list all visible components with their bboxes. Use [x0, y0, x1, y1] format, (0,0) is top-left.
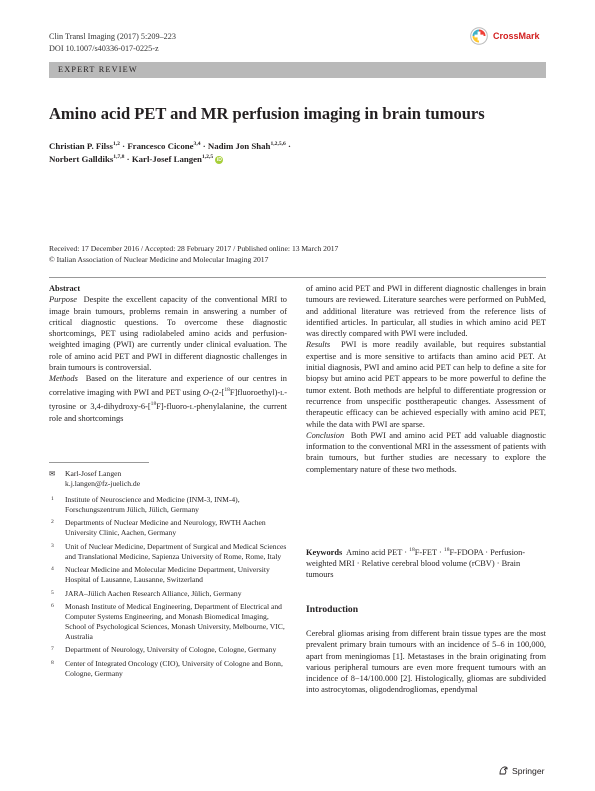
isotope-sup: 18 [443, 547, 450, 553]
journal-citation [49, 31, 176, 54]
abstract-methods [49, 373, 287, 424]
divider [49, 277, 546, 278]
purpose-label: Purpose [49, 295, 77, 305]
purpose-text: Despite the excellent capacity of the conventional MRI to image brain tumours, problems remain in answering a number of critical diagnostic questions. To overcome these diagnostic shortcomings, PET using radiolabeled amino acids and perfusion-weighted imaging (PWI) are currently under clinical evaluation. The role of amino acid PET and PWI in different diagnostic challenges in brain tumours is controversial. [49, 295, 287, 373]
publisher-name: Springer [512, 765, 545, 776]
affiliation-number: 4 [51, 566, 54, 573]
methods-text-l: L [280, 389, 285, 397]
affiliation-number: 2 [51, 519, 54, 526]
section-bar [49, 62, 546, 78]
affiliation-item [49, 659, 287, 679]
affiliation-number: 3 [51, 542, 54, 549]
author-affiliation-ref: 1,7,8 [113, 154, 125, 161]
affiliation-text: JARA–Jülich Aachen Research Alliance, Jülich, Germany [65, 588, 242, 598]
mail-icon: ✉ [49, 469, 56, 478]
introduction-text: Cerebral gliomas arising from different brain tissue types are the most prevalent primary brain tumours with an incidence of 5–6 in 100,000, apart from meningiomas [1]. Metastases in the brain originating from various peripheral tumours are even more frequent tumours with an incidence of 8−14/100.000 [2]. Histologically, gliomas are subdivided into astrocytomas, oligodendrogliomas, ependymal [306, 629, 546, 695]
methods-text-d: -tyrosine or 3,4-dihydroxy-6-[ [49, 387, 287, 411]
author-affiliation-ref: 1,2,5,6 [270, 141, 286, 148]
affiliation-number: 5 [51, 589, 54, 596]
footnote-divider [49, 462, 149, 463]
abstract-right-column [306, 283, 546, 475]
methods-text-e: F]-fluoro- [156, 401, 190, 411]
isotope-sup: 18 [409, 547, 415, 553]
methods-text-c: F]fluoroethyl)- [229, 387, 281, 397]
affiliation-text: Monash Institute of Medical Engineering, Department of Electrical and Computer Systems Engineering, and Monash Biomedical Imaging, School of Psychological Sciences, Monash University, Melbourne, VIC, Australia [65, 601, 285, 641]
affiliation-item [49, 565, 287, 585]
affiliation-text: Center of Integrated Oncology (CIO), University of Cologne and Bonn, Cologne, Germany [65, 658, 283, 678]
section-label: EXPERT REVIEW [58, 65, 138, 74]
keywords-label: Keywords [306, 547, 343, 557]
abstract-conclusion [306, 430, 546, 475]
conclusion-text: Both PWI and amino acid PET add valuable diagnostic information to the conventional MRI in the assessment of patients with brain tumours, but further studies are necessary to explore the complementary nature of these two methods. [306, 430, 546, 474]
author-name[interactable]: Francesco Cicone [127, 141, 194, 151]
keyword: F-FET · [414, 547, 442, 557]
author-name[interactable]: Karl-Josef Langen [131, 154, 202, 164]
affiliation-text: Department of Neurology, University of Cologne, Cologne, Germany [65, 645, 277, 655]
isotope-sup: 18 [150, 400, 157, 407]
conclusion-label: Conclusion [306, 430, 345, 440]
orcid-icon[interactable]: iD [216, 156, 222, 163]
affiliation-number: 6 [51, 602, 54, 609]
author-affiliation-ref: 3,4 [193, 141, 201, 148]
abstract-heading: Abstract [49, 284, 81, 293]
affiliation-item [49, 645, 287, 655]
affiliation-text: Departments of Nuclear Medicine and Neurology, RWTH Aachen University Clinic, Aachen, Germany [65, 518, 266, 538]
abstract-purpose [49, 294, 287, 373]
correspondence-block [49, 469, 287, 682]
affiliation-text: Unit of Nuclear Medicine, Department of Surgical and Medical Sciences and Translational Medicine, Sapienza University of Rome, Rome, Italy [65, 541, 287, 561]
affiliation-number: 1 [51, 496, 54, 502]
keyword: Amino acid PET · [346, 547, 408, 557]
author-name[interactable]: Christian P. Filss [49, 141, 113, 151]
methods-text: Based on the literature and experience of our centres in correlative imaging with PWI and PET using [49, 374, 287, 397]
affiliation-number: 8 [51, 659, 54, 666]
crossmark-icon [470, 27, 488, 45]
abstract-left-column [49, 283, 287, 424]
publication-history [49, 244, 338, 265]
doi-line[interactable]: DOI 10.1007/s40336-017-0225-z [49, 43, 159, 53]
crossmark-label: CrossMark [493, 31, 540, 41]
author-affiliation-ref: 1,2,5 [201, 154, 214, 161]
keyword: Perfusion-weighted MRI · Relative cerebral blood volume (rCBV) · Brain tumours [306, 547, 526, 580]
affiliation-text: Nuclear Medicine and Molecular Medicine Department, University Hospital of Lausanne, Lausanne, Switzerland [65, 565, 270, 585]
journal-line: Clin Transl Imaging (2017) 5:209–223 [49, 32, 176, 41]
abstract-results [306, 339, 546, 429]
crossmark-badge[interactable] [470, 27, 540, 45]
affiliation-item [49, 589, 287, 599]
article-title: Amino acid PET and MR perfusion imaging in brain tumours [49, 104, 485, 123]
results-label: Results [306, 340, 331, 350]
author-name[interactable]: Nadim Jon Shah [207, 141, 271, 151]
keywords [306, 545, 546, 581]
affiliation-item [49, 518, 287, 538]
affiliation-item [49, 602, 287, 642]
author-affiliation-ref: 1,2 [112, 141, 120, 148]
author-list: Christian P. Filss$^{1,2}$ · Francesco Cicone$^{3,4}$ · Nadim Jon Shah$^{1,2,5,6}$ · Norbert Galldiks$^{1,7,8}$ · Karl-Josef Langen$^{1,2,5}$ iD [49, 141, 291, 164]
correspondence [49, 469, 287, 489]
corresponding-email[interactable]: k.j.langen@fz-juelich.de [65, 479, 141, 488]
corresponding-author: Karl-Josef Langen [65, 469, 122, 478]
received-dates: Received: 17 December 2016 / Accepted: 28 February 2017 / Published online: 13 March 2017 [49, 244, 339, 253]
keyword: F-FDOPA · [449, 547, 489, 557]
copyright-line: © Italian Association of Nuclear Medicine and Molecular Imaging 2017 [49, 254, 269, 264]
affiliation-item [49, 542, 287, 562]
methods-continued: of amino acid PET and PWI in different diagnostic challenges in brain tumours are reviewed. Literature searches were performed on PubMed, and additional literature was retrieved from the reference lists of identified articles. In particular, all studies in which amino acid PET was directly compared with PWI were included. [306, 284, 546, 339]
methods-text-f: -phenylalanine, the current role and shortcomings [49, 401, 287, 423]
affiliation-item [49, 495, 287, 515]
springer-horse-icon [498, 765, 509, 776]
publisher-logo [498, 765, 544, 776]
author-name[interactable]: Norbert Galldiks [49, 154, 114, 164]
introduction-heading: Introduction [306, 604, 359, 615]
methods-text-b: (2-[ [211, 387, 225, 397]
methods-text-l: L [189, 403, 194, 411]
methods-label: Methods [49, 374, 78, 384]
affiliation-number: 7 [51, 646, 54, 653]
isotope-sup: 18 [224, 386, 230, 393]
affiliation-text: Institute of Neuroscience and Medicine (INM-3, INM-4), Forschungszentrum Jülich, Jülich, Germany [65, 495, 240, 514]
methods-text-o: O- [202, 387, 212, 397]
results-text: PWI is more readily available, but requires substantial expertise and is more sensitive to artifacts than amino acid PET. At initial diagnosis, PWI and amino acid PET can help to define a site for biopsy but amino acid PET appears to be more powerful to define the tumor extent. Both methods are helpful to differentiate progression or recurrence from unspecific posttherapeutic changes. Assessment of therapeutic efficacy can be achieved especially with amino acid PET, while the data with PWI are sparse. [306, 340, 546, 429]
